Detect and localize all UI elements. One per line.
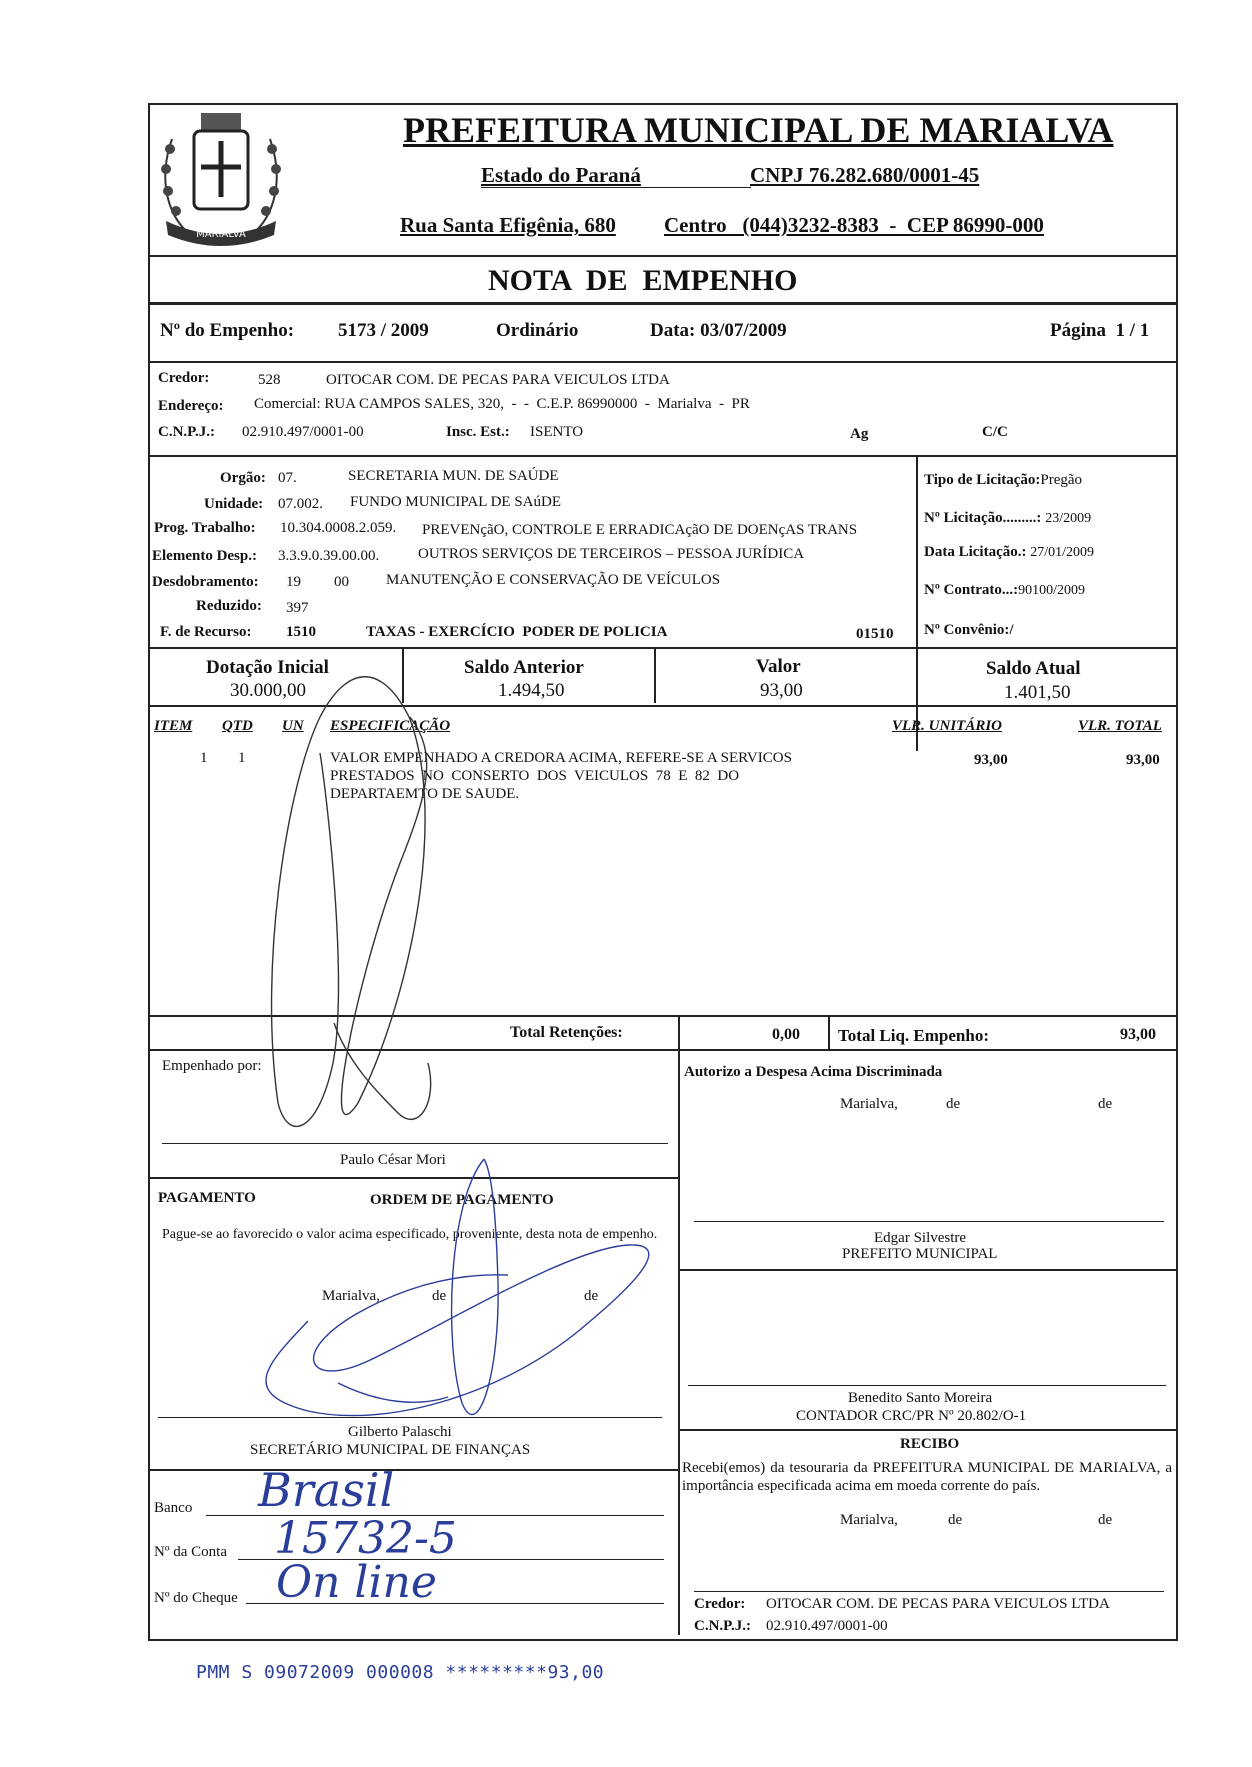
dotacao-inicial-value: 30.000,00 <box>230 680 306 701</box>
dotacao-inicial-label: Dotação Inicial <box>206 657 329 678</box>
header-address: Rua Santa Efigênia, 680 <box>400 213 616 237</box>
rule <box>678 1049 680 1635</box>
header-contact: Centro (044)3232-8383 - CEP 86990-000 <box>664 213 1044 237</box>
rule <box>148 255 1176 257</box>
pagamento-de2: de <box>584 1288 599 1304</box>
credor-address: Comercial: RUA CAMPOS SALES, 320, - - C.E.P. 86990000 - Marialva - PR <box>254 396 750 412</box>
licitacao-numero: 23/2009 <box>1045 511 1092 526</box>
credor-label: Credor: <box>158 370 210 386</box>
recurso-label: F. de Recurso: <box>160 624 252 640</box>
conta-label: Nº da Conta <box>154 1544 227 1560</box>
rule <box>148 1177 680 1179</box>
recibo-credor: OITOCAR COM. DE PECAS PARA VEICULOS LTDA <box>766 1596 1110 1612</box>
nota-de-empenho-form <box>148 103 1178 1641</box>
desdob-label: Desdobramento: <box>152 574 259 590</box>
ag-label: Ag <box>850 426 869 442</box>
recibo-credor-label: Credor: <box>694 1596 746 1612</box>
licitacao-tipo-label-text: Tipo de Licitação: <box>924 472 1041 488</box>
licitacao-data-row <box>924 545 1094 560</box>
empenho-date: Data: 03/07/2009 <box>650 320 787 341</box>
autorizo-city: Marialva, <box>840 1096 898 1112</box>
rule <box>148 1049 1176 1051</box>
row-vlr-total: 93,00 <box>1126 752 1160 768</box>
saldo-anterior-value: 1.494,50 <box>498 680 565 701</box>
convenio-label: Nº Convênio:/ <box>924 622 1014 638</box>
col-un: UN <box>282 718 304 734</box>
unidade-name: FUNDO MUNICIPAL DE SAúDE <box>350 494 561 510</box>
valor-label: Valor <box>756 656 801 677</box>
saldo-anterior-label: Saldo Anterior <box>464 657 584 678</box>
autorizo-label: Autorizo a Despesa Acima Discriminada <box>684 1064 943 1080</box>
rule <box>148 361 1176 363</box>
rule <box>678 1269 1176 1271</box>
unidade-label: Unidade: <box>204 496 264 512</box>
col-vlr-unitario: VLR. UNITÁRIO <box>892 718 1003 734</box>
financas-role: SECRETÁRIO MUNICIPAL DE FINANÇAS <box>250 1442 531 1458</box>
state-underline <box>481 187 751 188</box>
valor-value: 93,00 <box>760 680 803 701</box>
rule <box>654 647 656 703</box>
col-vlr-total: VLR. TOTAL <box>1078 718 1162 734</box>
rule <box>828 1015 830 1049</box>
row-vlr-unitario: 93,00 <box>974 752 1008 768</box>
recibo-text: Recebi(emos) da tesouraria da PREFEITURA MUNICIPAL DE MARIALVA, a importância especificada acima em moeda corrente do país. <box>682 1460 1172 1494</box>
reduzido-label: Reduzido: <box>196 598 262 614</box>
empenho-page: Página 1 / 1 <box>1050 320 1150 341</box>
cnpj-label: C.N.P.J.: <box>158 424 215 440</box>
contrato-row <box>924 583 1085 598</box>
address-label: Endereço: <box>158 398 224 414</box>
credor-code: 528 <box>258 372 281 388</box>
rule <box>402 647 404 703</box>
recibo-de1: de <box>948 1512 963 1528</box>
recibo-cnpj-label: C.N.P.J.: <box>694 1618 751 1634</box>
desdob-name: MANUTENÇÃO E CONSERVAÇÃO DE VEÍCULOS <box>386 572 721 588</box>
col-qtd: QTD <box>222 718 253 734</box>
rule <box>148 1469 680 1471</box>
desdob-code1: 19 <box>286 574 301 590</box>
conta-handwritten: 15732-5 <box>274 1513 457 1564</box>
elemento-label: Elemento Desp.: <box>152 548 257 564</box>
ie-label: Insc. Est.: <box>446 424 510 440</box>
credor-ie: ISENTO <box>530 424 584 440</box>
crest-banner-text: MARIALVA <box>196 229 246 240</box>
licitacao-numero-label: Nº Licitação.........: <box>924 510 1042 526</box>
pagamento-label: PAGAMENTO <box>158 1190 256 1206</box>
header-title: PREFEITURA MUNICIPAL DE MARIALVA <box>403 110 1114 150</box>
municipal-crest <box>156 109 286 251</box>
retencoes-value: 0,00 <box>772 1026 800 1043</box>
col-especificacao: ESPECIFICAÇÃO <box>330 718 451 734</box>
prefeito-name: Edgar Silvestre <box>874 1230 967 1246</box>
elemento-name: OUTROS SERVIÇOS DE TERCEIROS – PESSOA JURÍDICA <box>418 546 805 562</box>
credor-cnpj: 02.910.497/0001-00 <box>242 424 364 440</box>
empenhado-signer: Paulo César Mori <box>340 1152 446 1168</box>
recibo-label: RECIBO <box>900 1436 960 1452</box>
recibo-de2: de <box>1098 1512 1113 1528</box>
orgao-name: SECRETARIA MUN. DE SAÚDE <box>348 468 559 484</box>
row-desc-line3: DEPARTAEMTO DE SAUDE. <box>330 786 520 802</box>
row-desc-line1: VALOR EMPENHADO A CREDORA ACIMA, REFERE-SE A SERVICOS <box>330 750 792 766</box>
recurso-code: 1510 <box>286 624 316 640</box>
contrato-label: Nº Contrato...: <box>924 582 1019 598</box>
licitacao-data: 27/01/2009 <box>1030 545 1095 560</box>
rule <box>148 647 1176 649</box>
desdob-code2: 00 <box>334 574 349 590</box>
liquido-value: 93,00 <box>1120 1026 1156 1043</box>
header-state: Estado do Paraná <box>481 163 641 187</box>
recurso-name: TAXAS - EXERCÍCIO PODER DE POLICIA <box>366 624 668 640</box>
signature-line <box>694 1221 1164 1222</box>
banco-handwritten: Brasil <box>258 1463 395 1517</box>
contador-role: CONTADOR CRC/PR Nº 20.802/O-1 <box>796 1408 1027 1424</box>
financas-signer: Gilberto Palaschi <box>348 1424 452 1440</box>
recibo-cnpj: 02.910.497/0001-00 <box>766 1618 888 1634</box>
ordem-pagamento-label: ORDEM DE PAGAMENTO <box>370 1192 554 1208</box>
pagamento-city: Marialva, <box>322 1288 380 1304</box>
rule <box>148 1015 1176 1017</box>
doc-title: NOTA DE EMPENHO <box>488 264 798 297</box>
credor-name: OITOCAR COM. DE PECAS PARA VEICULOS LTDA <box>326 372 670 388</box>
rule <box>148 705 1176 707</box>
saldo-atual-label: Saldo Atual <box>986 658 1081 679</box>
empenho-number: 5173 / 2009 <box>338 320 429 341</box>
row-item: 1 <box>200 750 208 766</box>
recurso-code2: 01510 <box>856 626 894 642</box>
retencoes-label: Total Retenções: <box>510 1024 623 1041</box>
saldo-atual-value: 1.401,50 <box>1004 682 1071 703</box>
rule <box>148 302 1176 305</box>
licitacao-numero-row <box>924 511 1091 526</box>
elemento-code: 3.3.9.0.39.00.00. <box>278 548 380 564</box>
rule <box>678 1429 1176 1431</box>
footer-stamp: PMM S 09072009 000008 *********93,00 <box>196 1662 605 1683</box>
pagamento-de1: de <box>432 1288 447 1304</box>
reduzido-value: 397 <box>286 600 309 616</box>
orgao-label: Orgão: <box>220 470 266 486</box>
cheque-label: Nº do Cheque <box>154 1590 238 1606</box>
row-desc-line2: PRESTADOS NO CONSERTO DOS VEICULOS 78 E 82 DO <box>330 768 740 784</box>
recibo-city: Marialva, <box>840 1512 898 1528</box>
prefeito-role: PREFEITO MUNICIPAL <box>842 1246 998 1262</box>
cc-label: C/C <box>982 424 1008 440</box>
licitacao-tipo: Pregão <box>1040 472 1083 488</box>
signature-line <box>694 1591 1164 1592</box>
empenho-label: Nº do Empenho: <box>160 320 295 341</box>
empenhado-label: Empenhado por: <box>162 1058 262 1074</box>
autorizo-de1: de <box>946 1096 961 1112</box>
empenho-type: Ordinário <box>496 320 579 341</box>
contrato-value: 90100/2009 <box>1018 583 1085 598</box>
prog-name: PREVENçãO, CONTROLE E ERRADICAçãO DE DOENçAS TRANS <box>422 522 858 538</box>
row-qtd: 1 <box>238 750 246 766</box>
header-cnpj: CNPJ 76.282.680/0001-45 <box>750 163 980 187</box>
signature-line <box>162 1143 668 1144</box>
liquido-label: Total Liq. Empenho: <box>838 1026 989 1045</box>
banco-label: Banco <box>154 1500 193 1516</box>
prog-code: 10.304.0008.2.059. <box>280 520 397 536</box>
licitacao-data-label: Data Licitação.: <box>924 544 1027 560</box>
licitacao-tipo-label <box>924 473 1082 488</box>
rule <box>678 1015 680 1049</box>
unidade-code: 07.002. <box>278 496 323 512</box>
orgao-code: 07. <box>278 470 297 486</box>
cheque-handwritten: On line <box>276 1557 437 1608</box>
col-item: ITEM <box>154 718 193 734</box>
signature-line <box>158 1417 662 1418</box>
autorizo-de2: de <box>1098 1096 1113 1112</box>
signature-line <box>688 1385 1166 1386</box>
rule <box>148 455 1176 457</box>
pagamento-text: Pague-se ao favorecido o valor acima especificado, proveniente, desta nota de empenho. <box>162 1227 658 1242</box>
prog-label: Prog. Trabalho: <box>154 520 256 536</box>
contador-name: Benedito Santo Moreira <box>848 1390 993 1406</box>
